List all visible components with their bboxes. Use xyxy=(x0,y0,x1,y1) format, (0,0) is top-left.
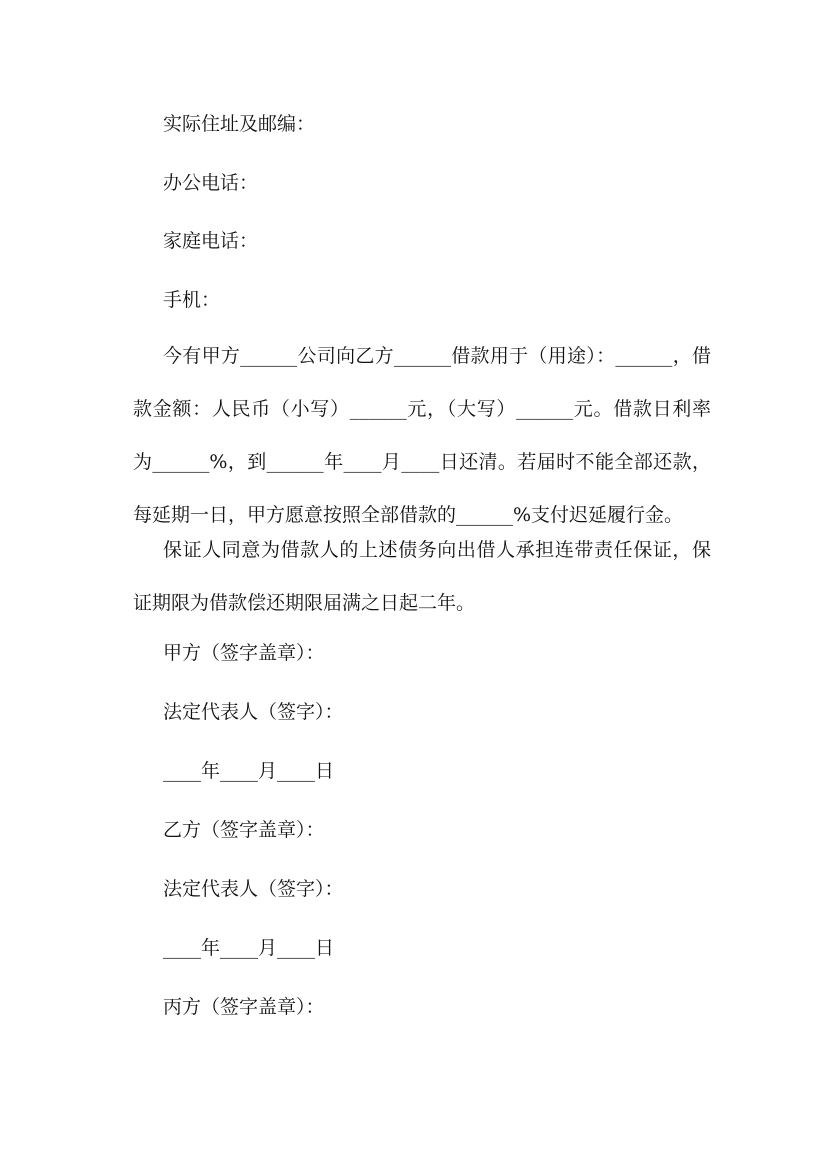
mobile-label: 手机： xyxy=(163,289,221,311)
office-phone-label: 办公电话： xyxy=(163,172,259,194)
party-c-signature-label: 丙方（签字盖章）： xyxy=(163,996,325,1018)
home-phone-label: 家庭电话： xyxy=(163,230,259,252)
party-a-representative-label: 法定代表人（签字）： xyxy=(163,701,344,723)
address-label: 实际住址及邮编： xyxy=(163,113,316,135)
party-b-date-line: ____年____月____日 xyxy=(163,937,335,959)
party-b-representative-label: 法定代表人（签字）： xyxy=(163,878,344,900)
party-a-date-line: ____年____月____日 xyxy=(163,760,335,782)
party-b-signature-label: 乙方（签字盖章）： xyxy=(163,819,325,841)
party-a-signature-label: 甲方（签字盖章）： xyxy=(163,642,325,664)
guarantee-paragraph: 保证人同意为借款人的上述债务向出借人承担连带责任保证，保证期限为借款偿还期限届满之日起二年。 xyxy=(133,539,711,614)
loan-paragraph: 今有甲方______公司向乙方______借款用于（用途）：______，借款金额：人民币（小写）______元，（大写）______元。借款日利率为______%，到______年____月____日还清。若届时不能全部还款，每延期一日，甲方愿意按照全部借款的______%支付迟延履行金。 xyxy=(133,345,711,526)
